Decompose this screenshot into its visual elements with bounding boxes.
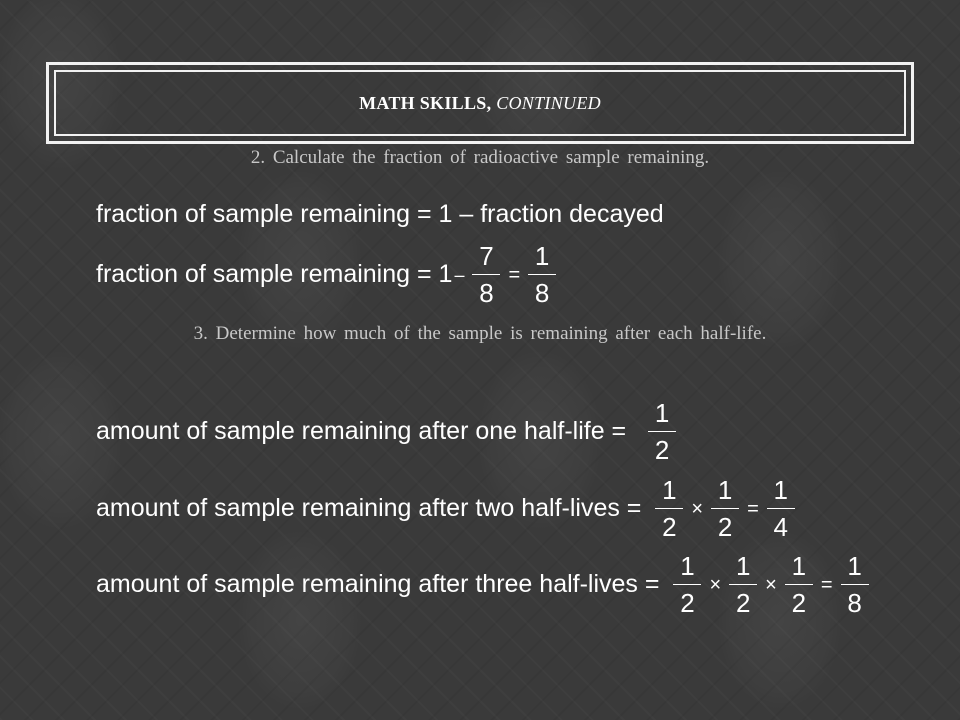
step-3-heading: 3. Determine how much of the sample is remaining after each half-life. (193, 323, 767, 344)
equation-two-half-lives (96, 470, 801, 546)
fraction-bar (655, 508, 683, 509)
numerator: 7 (479, 240, 494, 271)
step-2-heading: 2. Calculate the fraction of radioactive sample remaining. (250, 147, 710, 168)
fraction-one-half (785, 551, 813, 618)
fraction-seven-eighths (472, 241, 500, 308)
times-sign: × (691, 497, 704, 520)
times-sign: × (709, 573, 722, 596)
fraction-one-half (729, 551, 757, 618)
minus-sign: – (454, 264, 465, 285)
denominator: 2 (735, 587, 751, 618)
fraction-bar (841, 584, 869, 585)
equals-sign: = (508, 263, 521, 286)
denominator: 2 (717, 511, 733, 542)
fraction-bar (767, 508, 795, 509)
fraction-one-half (655, 475, 683, 542)
fraction-bar (528, 274, 556, 275)
equation-three-half-lives (96, 546, 875, 622)
denominator: 2 (791, 587, 807, 618)
title-inner-frame (54, 70, 906, 136)
numerator: 1 (791, 550, 807, 581)
fraction-bar (729, 584, 757, 585)
fraction-one-half (711, 475, 739, 542)
denominator: 8 (479, 277, 494, 308)
denominator: 2 (654, 434, 670, 465)
equation-label: fraction of sample remaining = 1 (96, 259, 453, 288)
numerator: 1 (654, 397, 670, 428)
equals-sign: = (820, 573, 833, 596)
title-frame (46, 62, 914, 144)
numerator: 1 (735, 550, 751, 581)
denominator: 4 (773, 511, 789, 542)
slide-title-continued: CONTINUED (496, 92, 601, 113)
equation-label: amount of sample remaining after two half-lives = (96, 493, 642, 522)
numerator: 1 (680, 550, 695, 581)
fraction-bar (673, 584, 701, 585)
denominator: 2 (662, 511, 677, 542)
denominator: 8 (534, 277, 550, 308)
numerator: 1 (717, 474, 733, 505)
fraction-one-eighth (841, 551, 869, 618)
numerator: 1 (847, 550, 862, 581)
denominator: 2 (680, 587, 695, 618)
equals-sign: = (747, 497, 759, 520)
fraction-bar (648, 431, 676, 432)
times-sign: × (765, 573, 777, 596)
numerator: 1 (773, 474, 789, 505)
fraction-one-quarter (767, 475, 795, 542)
fraction-bar (472, 274, 500, 275)
fraction-one-half (648, 398, 676, 465)
numerator: 1 (662, 474, 677, 505)
slide-title (359, 93, 601, 114)
denominator: 8 (847, 587, 862, 618)
equation-text: fraction of sample remaining = 1 – fraction decayed (96, 199, 664, 228)
fraction-bar (711, 508, 739, 509)
fraction-one-half (673, 551, 701, 618)
slide-title-main: MATH SKILLS, (359, 92, 492, 113)
equation-one-half-life (96, 396, 682, 466)
equation-label: amount of sample remaining after three half-lives = (96, 569, 660, 598)
equation-label: amount of sample remaining after one half-life = (96, 416, 627, 445)
fraction-one-eighth (528, 241, 556, 308)
equation-fraction-remaining-words (96, 197, 664, 231)
numerator: 1 (534, 240, 550, 271)
equation-fraction-remaining-numeric (96, 236, 562, 312)
fraction-bar (785, 584, 813, 585)
